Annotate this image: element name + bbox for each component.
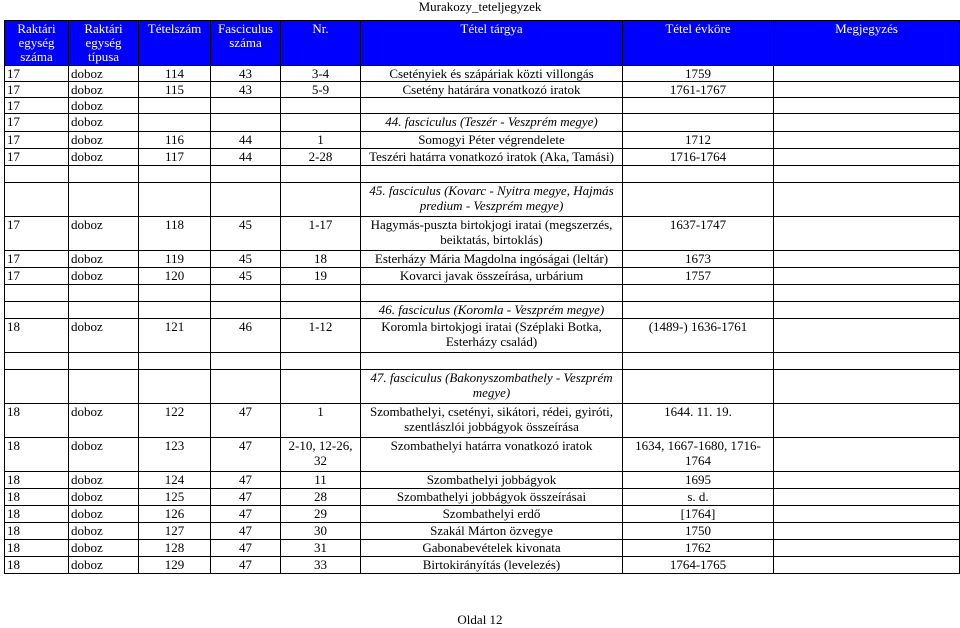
fasciculus-number-cell: 47 <box>211 489 281 506</box>
item-number-cell <box>139 114 211 132</box>
unit-number-cell: 17 <box>5 268 69 285</box>
unit-number-cell <box>5 183 69 217</box>
item-number-cell: 123 <box>139 438 211 472</box>
date-range-cell <box>623 370 774 404</box>
unit-type-cell: doboz <box>69 149 139 166</box>
subject-cell: Somogyi Péter végrendelete <box>361 132 623 149</box>
unit-number-cell: 18 <box>5 438 69 472</box>
nr-cell <box>281 302 361 319</box>
date-range-cell: 1762 <box>623 540 774 557</box>
date-range-cell: 1764-1765 <box>623 557 774 574</box>
note-cell <box>774 98 960 114</box>
column-header: Tételszám <box>139 21 211 66</box>
date-range-cell: s. d. <box>623 489 774 506</box>
note-cell <box>774 166 960 183</box>
fasciculus-heading-row <box>5 114 960 132</box>
note-cell <box>774 438 960 472</box>
unit-type-cell: doboz <box>69 217 139 251</box>
table-row <box>5 251 960 268</box>
fasciculus-number-cell: 47 <box>211 506 281 523</box>
nr-cell: 5-9 <box>281 82 361 98</box>
fasciculus-number-cell: 43 <box>211 82 281 98</box>
unit-number-cell: 17 <box>5 251 69 268</box>
item-number-cell: 129 <box>139 557 211 574</box>
item-number-cell: 121 <box>139 319 211 353</box>
fasciculus-number-cell: 47 <box>211 438 281 472</box>
date-range-cell: [1764] <box>623 506 774 523</box>
table-row <box>5 66 960 82</box>
item-number-cell: 117 <box>139 149 211 166</box>
fasciculus-number-cell: 46 <box>211 319 281 353</box>
item-number-cell: 124 <box>139 472 211 489</box>
table-row <box>5 98 960 114</box>
date-range-cell: (1489-) 1636-1761 <box>623 319 774 353</box>
note-cell <box>774 523 960 540</box>
unit-number-cell: 18 <box>5 540 69 557</box>
item-number-cell <box>139 183 211 217</box>
note-cell <box>774 404 960 438</box>
item-number-cell: 128 <box>139 540 211 557</box>
unit-type-cell: doboz <box>69 251 139 268</box>
date-range-cell: 1695 <box>623 472 774 489</box>
note-cell <box>774 82 960 98</box>
note-cell <box>774 66 960 82</box>
item-number-cell <box>139 98 211 114</box>
subject-cell: Szombathelyi jobbágyok <box>361 472 623 489</box>
unit-type-cell: doboz <box>69 489 139 506</box>
note-cell <box>774 506 960 523</box>
fasciculus-number-cell: 45 <box>211 217 281 251</box>
column-header: Nr. <box>281 21 361 66</box>
fasciculus-heading-row <box>5 183 960 217</box>
date-range-cell: 1673 <box>623 251 774 268</box>
unit-number-cell: 18 <box>5 489 69 506</box>
fasciculus-heading-row <box>5 302 960 319</box>
fasciculus-heading: 46. fasciculus (Koromla - Veszprém megye) <box>361 302 623 319</box>
subject-cell: Csetényiek és szápáriak közti villongás <box>361 66 623 82</box>
fasciculus-number-cell: 47 <box>211 472 281 489</box>
fasciculus-number-cell: 44 <box>211 149 281 166</box>
date-range-cell: 1712 <box>623 132 774 149</box>
unit-number-cell: 17 <box>5 149 69 166</box>
table-row <box>5 268 960 285</box>
subject-cell: Kovarci javak összeírása, urbárium <box>361 268 623 285</box>
unit-number-cell: 17 <box>5 66 69 82</box>
nr-cell: 18 <box>281 251 361 268</box>
item-number-cell: 126 <box>139 506 211 523</box>
unit-number-cell <box>5 353 69 370</box>
date-range-cell: 1637-1747 <box>623 217 774 251</box>
column-header: Tétel tárgya <box>361 21 623 66</box>
table-row <box>5 319 960 353</box>
fasciculus-number-cell: 43 <box>211 66 281 82</box>
note-cell <box>774 132 960 149</box>
unit-type-cell: doboz <box>69 506 139 523</box>
unit-type-cell: doboz <box>69 404 139 438</box>
date-range-cell: 1716-1764 <box>623 149 774 166</box>
subject-cell: Hagymás-puszta birtokjogi iratai (megszerzés, beiktatás, birtoklás) <box>361 217 623 251</box>
inventory-table <box>4 20 960 574</box>
note-cell <box>774 370 960 404</box>
unit-number-cell: 17 <box>5 114 69 132</box>
fasciculus-number-cell <box>211 370 281 404</box>
date-range-cell <box>623 114 774 132</box>
header-row <box>5 21 960 66</box>
subject-cell <box>361 285 623 302</box>
subject-cell: Koromla birtokjogi iratai (Széplaki Botka, Esterházy család) <box>361 319 623 353</box>
note-cell <box>774 149 960 166</box>
unit-type-cell <box>69 302 139 319</box>
date-range-cell <box>623 166 774 183</box>
unit-number-cell: 18 <box>5 557 69 574</box>
unit-type-cell <box>69 285 139 302</box>
subject-cell <box>361 166 623 183</box>
table-row <box>5 438 960 472</box>
unit-number-cell <box>5 166 69 183</box>
date-range-cell: 1759 <box>623 66 774 82</box>
table-row <box>5 489 960 506</box>
subject-cell: Csetény határára vonatkozó iratok <box>361 82 623 98</box>
item-number-cell: 116 <box>139 132 211 149</box>
fasciculus-number-cell <box>211 285 281 302</box>
date-range-cell <box>623 302 774 319</box>
note-cell <box>774 183 960 217</box>
fasciculus-heading: 44. fasciculus (Teszér - Veszprém megye) <box>361 114 623 132</box>
spacer-row <box>5 166 960 183</box>
unit-type-cell: doboz <box>69 132 139 149</box>
date-range-cell: 1634, 1667-1680, 1716-1764 <box>623 438 774 472</box>
subject-cell: Teszéri határra vonatkozó iratok (Aka, Tamási) <box>361 149 623 166</box>
date-range-cell <box>623 183 774 217</box>
unit-number-cell: 18 <box>5 523 69 540</box>
unit-number-cell: 17 <box>5 132 69 149</box>
nr-cell: 2-28 <box>281 149 361 166</box>
date-range-cell: 1757 <box>623 268 774 285</box>
subject-cell: Gabonabevételek kivonata <box>361 540 623 557</box>
item-number-cell: 119 <box>139 251 211 268</box>
fasciculus-number-cell <box>211 302 281 319</box>
fasciculus-number-cell: 47 <box>211 523 281 540</box>
spacer-row <box>5 285 960 302</box>
fasciculus-number-cell: 44 <box>211 132 281 149</box>
table-row <box>5 82 960 98</box>
item-number-cell <box>139 353 211 370</box>
spacer-row <box>5 353 960 370</box>
date-range-cell <box>623 353 774 370</box>
unit-type-cell <box>69 370 139 404</box>
subject-cell: Szakál Márton özvegye <box>361 523 623 540</box>
nr-cell <box>281 353 361 370</box>
table-row <box>5 217 960 251</box>
item-number-cell <box>139 302 211 319</box>
fasciculus-heading-row <box>5 370 960 404</box>
unit-type-cell <box>69 353 139 370</box>
table-row <box>5 404 960 438</box>
unit-number-cell <box>5 285 69 302</box>
nr-cell: 29 <box>281 506 361 523</box>
item-number-cell: 114 <box>139 66 211 82</box>
fasciculus-heading: 45. fasciculus (Kovarc - Nyitra megye, Hajmás predium - Veszprém megye) <box>361 183 623 217</box>
unit-type-cell <box>69 166 139 183</box>
subject-cell: Szombathelyi jobbágyok összeírásai <box>361 489 623 506</box>
subject-cell: Szombathelyi határra vonatkozó iratok <box>361 438 623 472</box>
note-cell <box>774 251 960 268</box>
unit-type-cell: doboz <box>69 319 139 353</box>
note-cell <box>774 268 960 285</box>
nr-cell <box>281 114 361 132</box>
column-header: Tétel évköre <box>623 21 774 66</box>
item-number-cell: 125 <box>139 489 211 506</box>
note-cell <box>774 217 960 251</box>
nr-cell <box>281 98 361 114</box>
subject-cell <box>361 98 623 114</box>
item-number-cell <box>139 370 211 404</box>
note-cell <box>774 489 960 506</box>
unit-type-cell: doboz <box>69 66 139 82</box>
fasciculus-number-cell <box>211 98 281 114</box>
unit-type-cell: doboz <box>69 98 139 114</box>
nr-cell: 30 <box>281 523 361 540</box>
table-row <box>5 523 960 540</box>
fasciculus-number-cell: 47 <box>211 404 281 438</box>
column-header: Raktári egység típusa <box>69 21 139 66</box>
fasciculus-number-cell <box>211 353 281 370</box>
fasciculus-number-cell: 47 <box>211 557 281 574</box>
table-row <box>5 506 960 523</box>
unit-number-cell: 18 <box>5 506 69 523</box>
item-number-cell: 115 <box>139 82 211 98</box>
item-number-cell: 127 <box>139 523 211 540</box>
note-cell <box>774 472 960 489</box>
subject-cell: Szombathelyi, csetényi, sikátori, rédei, gyiróti, szentlászlói jobbágyok összeírása <box>361 404 623 438</box>
unit-type-cell: doboz <box>69 557 139 574</box>
fasciculus-number-cell: 47 <box>211 540 281 557</box>
unit-number-cell: 17 <box>5 217 69 251</box>
unit-type-cell <box>69 183 139 217</box>
nr-cell: 31 <box>281 540 361 557</box>
document-title: Murakozy_teteljegyzek <box>418 0 542 14</box>
nr-cell: 3-4 <box>281 66 361 82</box>
fasciculus-number-cell <box>211 183 281 217</box>
nr-cell <box>281 285 361 302</box>
date-range-cell <box>623 98 774 114</box>
note-cell <box>774 285 960 302</box>
nr-cell: 19 <box>281 268 361 285</box>
unit-type-cell: doboz <box>69 114 139 132</box>
column-header: Megjegyzés <box>774 21 960 66</box>
nr-cell: 2-10, 12-26, 32 <box>281 438 361 472</box>
nr-cell: 28 <box>281 489 361 506</box>
fasciculus-number-cell <box>211 114 281 132</box>
table-row <box>5 472 960 489</box>
unit-number-cell: 18 <box>5 319 69 353</box>
date-range-cell: 1644. 11. 19. <box>623 404 774 438</box>
unit-number-cell: 17 <box>5 98 69 114</box>
subject-cell: Szombathelyi erdő <box>361 506 623 523</box>
fasciculus-number-cell: 45 <box>211 268 281 285</box>
column-header: Fasciculus száma <box>211 21 281 66</box>
item-number-cell <box>139 285 211 302</box>
note-cell <box>774 114 960 132</box>
nr-cell: 1-17 <box>281 217 361 251</box>
nr-cell: 1 <box>281 132 361 149</box>
item-number-cell: 122 <box>139 404 211 438</box>
nr-cell: 1-12 <box>281 319 361 353</box>
note-cell <box>774 540 960 557</box>
unit-type-cell: doboz <box>69 268 139 285</box>
fasciculus-heading: 47. fasciculus (Bakonyszombathely - Veszprém megye) <box>361 370 623 404</box>
note-cell <box>774 353 960 370</box>
unit-number-cell: 17 <box>5 82 69 98</box>
nr-cell <box>281 166 361 183</box>
table-row <box>5 132 960 149</box>
page-number: Oldal 12 <box>457 612 503 627</box>
unit-number-cell: 18 <box>5 472 69 489</box>
nr-cell: 11 <box>281 472 361 489</box>
nr-cell <box>281 183 361 217</box>
subject-cell <box>361 353 623 370</box>
nr-cell: 33 <box>281 557 361 574</box>
item-number-cell: 120 <box>139 268 211 285</box>
unit-number-cell: 18 <box>5 404 69 438</box>
column-header: Raktári egység száma <box>5 21 69 66</box>
nr-cell <box>281 370 361 404</box>
note-cell <box>774 302 960 319</box>
unit-number-cell <box>5 302 69 319</box>
note-cell <box>774 557 960 574</box>
unit-type-cell: doboz <box>69 438 139 472</box>
note-cell <box>774 319 960 353</box>
subject-cell: Esterházy Mária Magdolna ingóságai (leltár) <box>361 251 623 268</box>
date-range-cell: 1750 <box>623 523 774 540</box>
subject-cell: Birtokirányítás (levelezés) <box>361 557 623 574</box>
nr-cell: 1 <box>281 404 361 438</box>
fasciculus-number-cell <box>211 166 281 183</box>
unit-number-cell <box>5 370 69 404</box>
unit-type-cell: doboz <box>69 472 139 489</box>
table-row <box>5 557 960 574</box>
unit-type-cell: doboz <box>69 540 139 557</box>
unit-type-cell: doboz <box>69 82 139 98</box>
fasciculus-number-cell: 45 <box>211 251 281 268</box>
table-row <box>5 149 960 166</box>
item-number-cell <box>139 166 211 183</box>
item-number-cell: 118 <box>139 217 211 251</box>
date-range-cell <box>623 285 774 302</box>
unit-type-cell: doboz <box>69 523 139 540</box>
date-range-cell: 1761-1767 <box>623 82 774 98</box>
table-row <box>5 540 960 557</box>
